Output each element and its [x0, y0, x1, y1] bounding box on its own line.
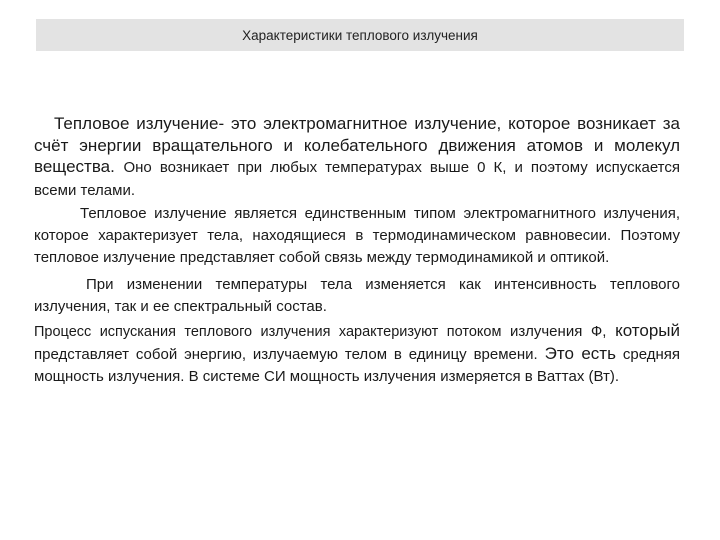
flux-emphasis-1: который — [615, 321, 681, 340]
definition-tail: Оно возникает при любых температурах выше 0 К, и поэтому испускается всеми телами. — [34, 159, 680, 199]
flux-end: средняя мощность излучения. В системе СИ мощность излучения измеряется в Ваттах (Вт). — [34, 346, 680, 385]
flux-lead: Процесс испускания теплового излучения характеризуют потоком — [34, 324, 502, 340]
paragraph-equilibrium: Тепловое излучение является единственным типом электромагнитного излучения, которое характеризует тела, находящиеся в термодинамическом равновесии. Поэтому тепловое излучение представляет собой связь между термодинамикой и оптикой. — [34, 205, 680, 266]
flux-emphasis-2: Это есть — [544, 344, 616, 363]
flux-mid: излучения Ф, — [510, 323, 607, 340]
paragraph-definition — [34, 113, 680, 201]
paragraph-temperature: При изменении температуры тела изменяется как интенсивность теплового излучения, так и ее спектральный состав. — [34, 276, 680, 315]
slide-title: Характеристики теплового излучения — [242, 27, 478, 43]
slide-title-bar — [36, 19, 684, 51]
paragraph-flux — [34, 320, 680, 388]
definition-text: Тепловое излучение- это электромагнитное излучение, которое возникает за счёт энергии вращательного и колебательного движения атомов и молекул вещества. — [34, 114, 680, 176]
slide-body — [34, 113, 680, 388]
flux-mid-2: представляет собой энергию, излучаемую телом в единицу времени. — [34, 346, 538, 363]
